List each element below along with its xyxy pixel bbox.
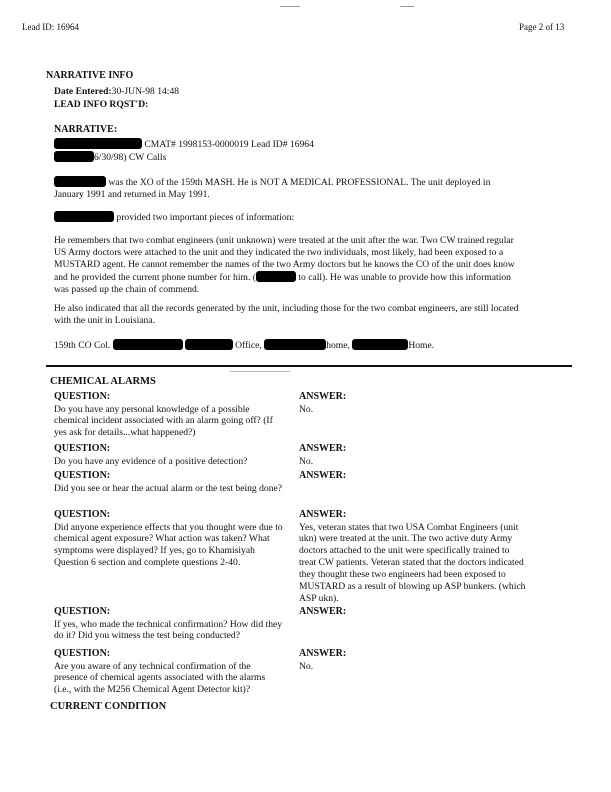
date-value: 30-JUN-98 14:48 [111,86,180,97]
question-label: QUESTION: [54,606,111,617]
question-label: QUESTION: [54,391,111,402]
answer-text: No. [299,403,314,415]
answer-1 [299,391,527,415]
para4-text: He also indicated that all the records generated by the unit, including those for the two combat engineers, are still located with the unit in Louisiana. [54,303,519,326]
narrative-para3 [54,235,524,296]
co-contact-line [54,339,434,352]
question-label: QUESTION: [54,470,111,481]
question-5 [54,606,284,642]
answer-6 [299,648,527,672]
para3-text-a: He remembers that two combat engineers (unit unknown) were treated at the unit after the war. Two CW trained regular US Army doctors were attached to the unit and they indicated the two individuals, most likely, had been exposed to a MUSTARD agent. He cannot remember the names of the two Army doctors but he knows the CO of the unit does know and he provided the current phone number for him. ( [54,235,515,283]
redaction [185,339,233,350]
redaction [113,339,183,350]
answer-label: ANSWER: [299,443,347,454]
redaction [352,339,408,350]
para3-text-b: to call). He was unable to provide how this information was passed up the chain of commend. [54,271,511,295]
date-label: Date Entered: [54,86,112,97]
page-number: Page 2 of 13 [519,22,565,32]
question-text: Are you aware of any technical confirmation of the presence of chemical agents associated with the alarms (i.e., with the M256 Chemical Agent Detector kit)? [54,660,266,696]
home-label: home, [326,340,350,351]
question-text: Do you have any personal knowledge of a possible chemical incident associated with an alarm going off? (If yes ask for details...what happened?) [54,403,273,439]
answer-3 [299,470,527,483]
answer-2 [299,443,527,467]
question-4 [54,509,284,569]
question-text: Did you see or hear the actual alarm or the test being done? [54,482,283,494]
question-label: QUESTION: [54,443,111,454]
lead-id-header: Lead ID: 16964 [22,22,79,32]
current-condition-heading: CURRENT CONDITION [50,701,167,712]
redaction [54,176,106,187]
para2-text: provided two important pieces of information: [116,212,295,223]
date-entered [54,86,179,98]
section-divider [46,365,572,367]
narrative-line2 [54,151,166,164]
question-text: Do you have any evidence of a positive detection? [54,455,248,467]
answer-5 [299,606,527,619]
narrative-para2 [54,211,518,224]
cmat-text: CMAT# 1998153-0000019 Lead ID# 16964 [144,139,314,150]
question-1 [54,391,284,439]
cw-calls-text: 6/30/98) CW Calls [94,152,167,163]
para1-text: was the XO of the 159th MASH. He is NOT A MEDICAL PROFESSIONAL. The unit deployed in January 1991 and returned in May 1991. [54,177,491,200]
narrative-info-heading: NARRATIVE INFO [46,70,134,81]
redaction [54,151,94,162]
lead-info-label: LEAD INFO RQST'D: [54,99,149,110]
narrative-para1 [54,176,518,201]
question-label: QUESTION: [54,509,111,520]
scan-artifact [230,371,290,372]
scan-artifact [280,6,300,7]
redaction [264,339,326,350]
answer-label: ANSWER: [299,606,347,617]
answer-4 [299,509,527,605]
narrative-heading: NARRATIVE: [54,124,118,135]
question-6 [54,648,284,696]
answer-label: ANSWER: [299,509,347,520]
co-label: 159th CO Col. [54,340,111,351]
scan-artifact [400,6,414,7]
question-2 [54,443,284,467]
question-text: If yes, who made the technical confirmation? How did they do it? Did you witness the test being conducted? [54,618,283,642]
answer-label: ANSWER: [299,391,347,402]
question-3 [54,470,284,494]
answer-label: ANSWER: [299,648,347,659]
narrative-line1 [54,138,314,151]
answer-text: No. [299,660,314,672]
chemical-alarms-heading: CHEMICAL ALARMS [50,376,156,387]
question-label: QUESTION: [54,648,111,659]
redaction [54,138,142,149]
office-label: Office, [235,340,262,351]
redaction [54,211,114,222]
redaction [256,271,296,282]
home-label-2: Home. [408,340,435,351]
answer-text: Yes, veteran states that two USA Combat Engineers (unit ukn) were treated at the unit. The two active duty Army doctors attached to the unit were specifically trained to treat CW patients. Veteran stated that the doctors indicated they thought these two engineers had been exposed to MUSTARD as a result of blowing up ASP bunkers. (which ASP ukn). [299,521,526,605]
answer-text: No. [299,455,314,467]
narrative-para4 [54,303,524,327]
answer-label: ANSWER: [299,470,347,481]
question-text: Did anyone experience effects that you thought were due to chemical agent exposure? What action was taken? What symptoms were displayed? If yes, go to Khamisiyah Question 6 section and complete questions 2-40. [54,521,283,569]
